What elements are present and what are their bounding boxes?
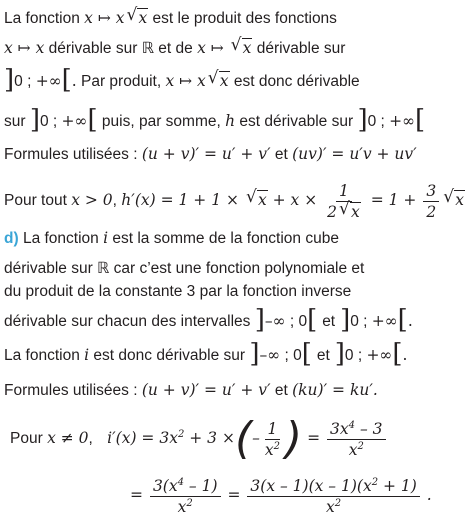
math-formula: $i'(x) = 3x^2 + 3$ ×(– $\frac{1}{x^2}$ ) = $\frac{3x^4 - 3}{x^2}$ xyxy=(107,429,387,447)
math-expression: ]0 ; +∞[ xyxy=(357,105,426,135)
text: est dérivable sur xyxy=(235,113,358,130)
math-expression: i xyxy=(84,346,90,364)
text: du produit de la constante 3 par la fonction inverse xyxy=(4,283,352,300)
text: Par produit, xyxy=(76,73,166,90)
text-line-3 xyxy=(4,65,360,95)
text: La fonction xyxy=(4,347,85,364)
math-expression: x ↦ √ x xyxy=(197,39,252,57)
text: Formules utilisées : xyxy=(4,382,142,399)
text: et de xyxy=(153,40,198,57)
text: , xyxy=(88,430,93,447)
math-expression: i xyxy=(103,229,109,247)
text: dérivable sur xyxy=(4,260,98,277)
text-line-9 xyxy=(4,282,351,302)
text: dérivable sur xyxy=(252,40,346,57)
math-expression: x ↦ x√ x xyxy=(84,9,148,27)
text: puis, par somme, xyxy=(97,113,226,130)
text-line-14 xyxy=(130,470,432,520)
text: Formules utilisées : xyxy=(4,146,142,163)
text-line-10 xyxy=(4,305,413,335)
math-formula: (ku)′ = ku′. xyxy=(292,381,378,399)
text-line-4 xyxy=(4,105,426,135)
text: , xyxy=(112,192,122,209)
math-expression: h xyxy=(225,112,236,130)
text-line-11 xyxy=(4,339,408,369)
text-line-7 xyxy=(4,228,339,249)
math-expression: x > 0 xyxy=(71,191,113,209)
math-expression: ]0 ; +∞[ xyxy=(29,105,98,135)
text: dérivable sur xyxy=(44,40,142,57)
text: Pour tout xyxy=(4,192,72,209)
text: et xyxy=(322,313,336,330)
text: La fonction xyxy=(4,10,85,27)
math-formula: (u + v)′ = u′ + v′ xyxy=(141,381,271,399)
text: La fonction xyxy=(18,230,104,247)
text: est le produit des fonctions xyxy=(148,10,337,27)
text: dérivable sur chacun des intervalles xyxy=(4,313,255,330)
text-line-1 xyxy=(4,8,337,29)
math-expression: ]–∞ ; 0[ et ]0 ; +∞[. xyxy=(249,339,408,369)
math-expression: ]0 ; +∞[. xyxy=(4,65,77,95)
math-expression: ℝ xyxy=(141,39,154,57)
text: car c’est une fonction polynomiale et xyxy=(109,260,365,277)
text: et xyxy=(270,146,293,163)
text-line-13 xyxy=(10,410,388,466)
math-formula: (uv)′ = u′v + uv′ xyxy=(292,145,417,163)
text-line-8 xyxy=(4,258,364,279)
text-line-2 xyxy=(4,38,345,59)
part-label: d) xyxy=(4,230,19,247)
math-expression: ℝ xyxy=(97,259,110,277)
math-expression: x ↦ x xyxy=(4,39,45,57)
text: Pour xyxy=(10,430,48,447)
text: est donc dérivable xyxy=(229,73,360,90)
math-expression: x ≠ 0 xyxy=(47,429,89,447)
text: est donc dérivable sur xyxy=(89,347,250,364)
text-line-5 xyxy=(4,144,417,165)
text: et xyxy=(270,382,293,399)
text-line-6 xyxy=(4,176,465,224)
text: et xyxy=(316,347,330,364)
text-line-12 xyxy=(4,380,378,401)
math-formula: h′(x) = 1 + 1 × √ x + x × $\frac{1}{2√ x}$ = 1 + $\frac{3}{2}$ √ x xyxy=(121,191,465,209)
math-expression: ]–∞ ; 0[ et ]0 ; +∞[. xyxy=(254,305,413,335)
math-expression: x ↦ x√ x xyxy=(165,72,229,90)
text: est la somme de la fonction cube xyxy=(108,230,339,247)
math-formula: (u + v)′ = u′ + v′ xyxy=(141,145,271,163)
math-formula: = $\frac{3(x^4 - 1)}{x^2}$ = $\frac{3(x - 1)(x - 1)(x^2 + 1)}{x^2}$ . xyxy=(130,476,432,516)
text: sur xyxy=(4,113,30,130)
